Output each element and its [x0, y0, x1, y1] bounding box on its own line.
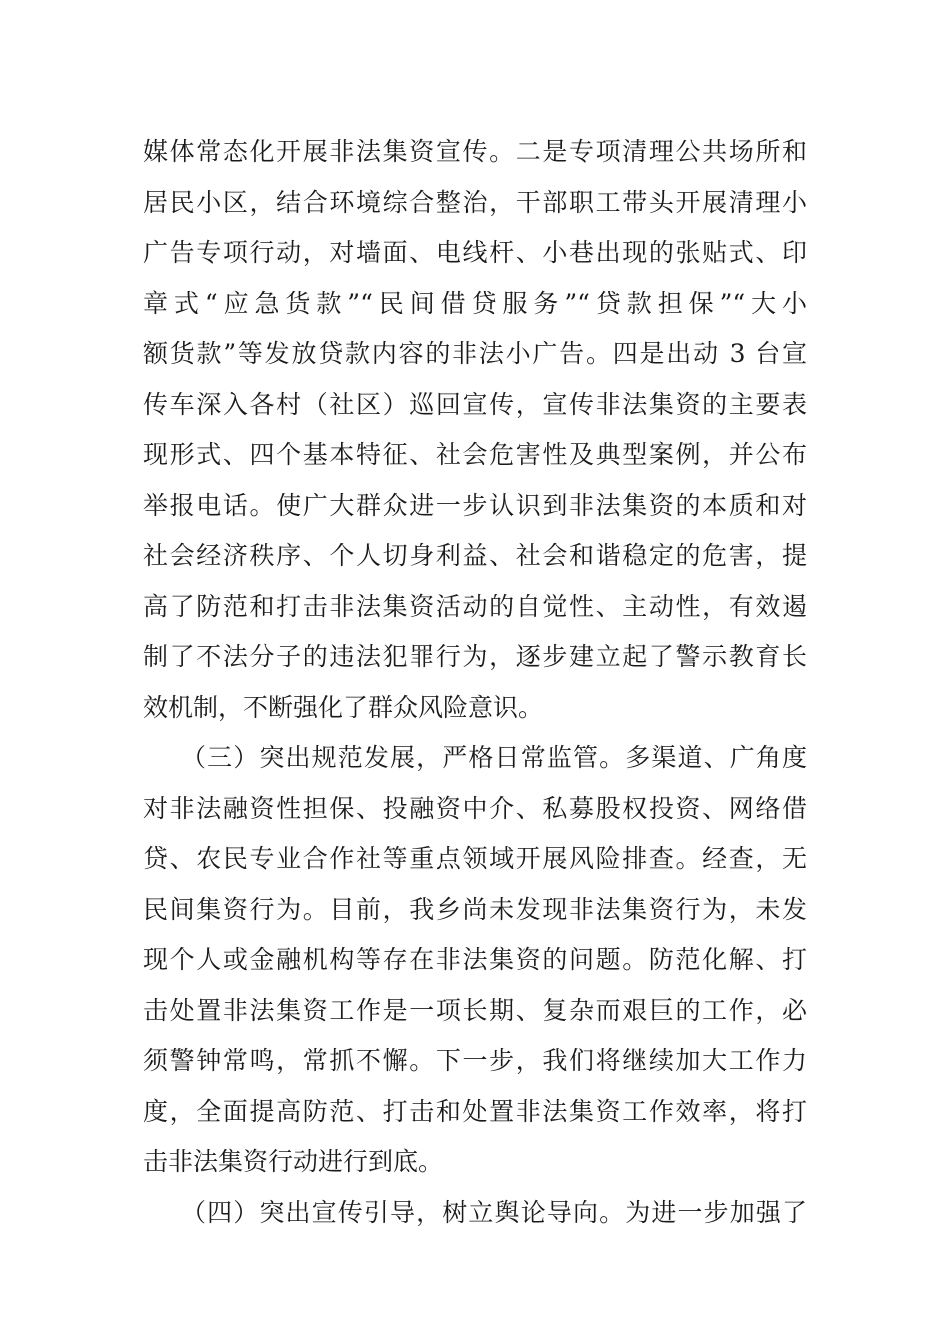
text-line: 广告专项行动，对墙面、电线杆、小巷出现的张贴式、印 — [143, 238, 807, 267]
text-line: 贷、农民专业合作社等重点领域开展风险排查。经查，无 — [143, 844, 807, 873]
text-line: 现形式、四个基本特征、社会危害性及典型案例，并公布 — [143, 440, 807, 469]
text-line: 须警钟常鸣，常抓不懈。下一步，我们将继续加大工作力 — [143, 1046, 807, 1075]
text-line: 额货款”等发放贷款内容的非法小广告。四是出动 3 台宣 — [143, 339, 807, 368]
text-line: 媒体常态化开展非法集资宣传。二是专项清理公共场所和 — [143, 137, 807, 166]
text-line: 度，全面提高防范、打击和处置非法集资工作效率，将打 — [143, 1096, 807, 1126]
text-line: 传车深入各村（社区）巡回宣传，宣传非法集资的主要表 — [143, 389, 807, 419]
text-line: 社会经济秩序、个人切身利益、社会和谐稳定的危害，提 — [143, 541, 807, 570]
text-line: 现个人或金融机构等存在非法集资的问题。防范化解、打 — [143, 945, 807, 974]
text-line: 击非法集资行动进行到底。 — [143, 1147, 444, 1176]
paragraph — [143, 733, 807, 1188]
document-body — [143, 127, 807, 1238]
text-line: 效机制，不断强化了群众风险意识。 — [143, 692, 544, 722]
text-line: 对非法融资性担保、投融资中介、私募股权投资、网络借 — [143, 793, 807, 823]
text-line: 击处置非法集资工作是一项长期、复杂而艰巨的工作，必 — [143, 995, 807, 1025]
text-line: 制了不法分子的违法犯罪行为，逐步建立起了警示教育长 — [143, 642, 807, 671]
text-line: 居民小区，结合环境综合整治，干部职工带头开展清理小 — [143, 187, 807, 217]
text-line: （三）突出规范发展，严格日常监管。多渠道、广角度 — [181, 743, 807, 772]
text-line: 民间集资行为。目前，我乡尚未发现非法集资行为，未发 — [143, 894, 807, 924]
paragraph — [143, 127, 807, 733]
text-line: 举报电话。使广大群众进一步认识到非法集资的本质和对 — [143, 490, 807, 520]
paragraph — [143, 1188, 807, 1239]
text-line: 高了防范和打击非法集资活动的自觉性、主动性，有效遏 — [143, 591, 807, 621]
text-line: （四）突出宣传引导，树立舆论导向。为进一步加强了 — [181, 1197, 807, 1227]
text-line: 章式“应急货款”“民间借贷服务”“贷款担保”“大小 — [143, 288, 807, 318]
